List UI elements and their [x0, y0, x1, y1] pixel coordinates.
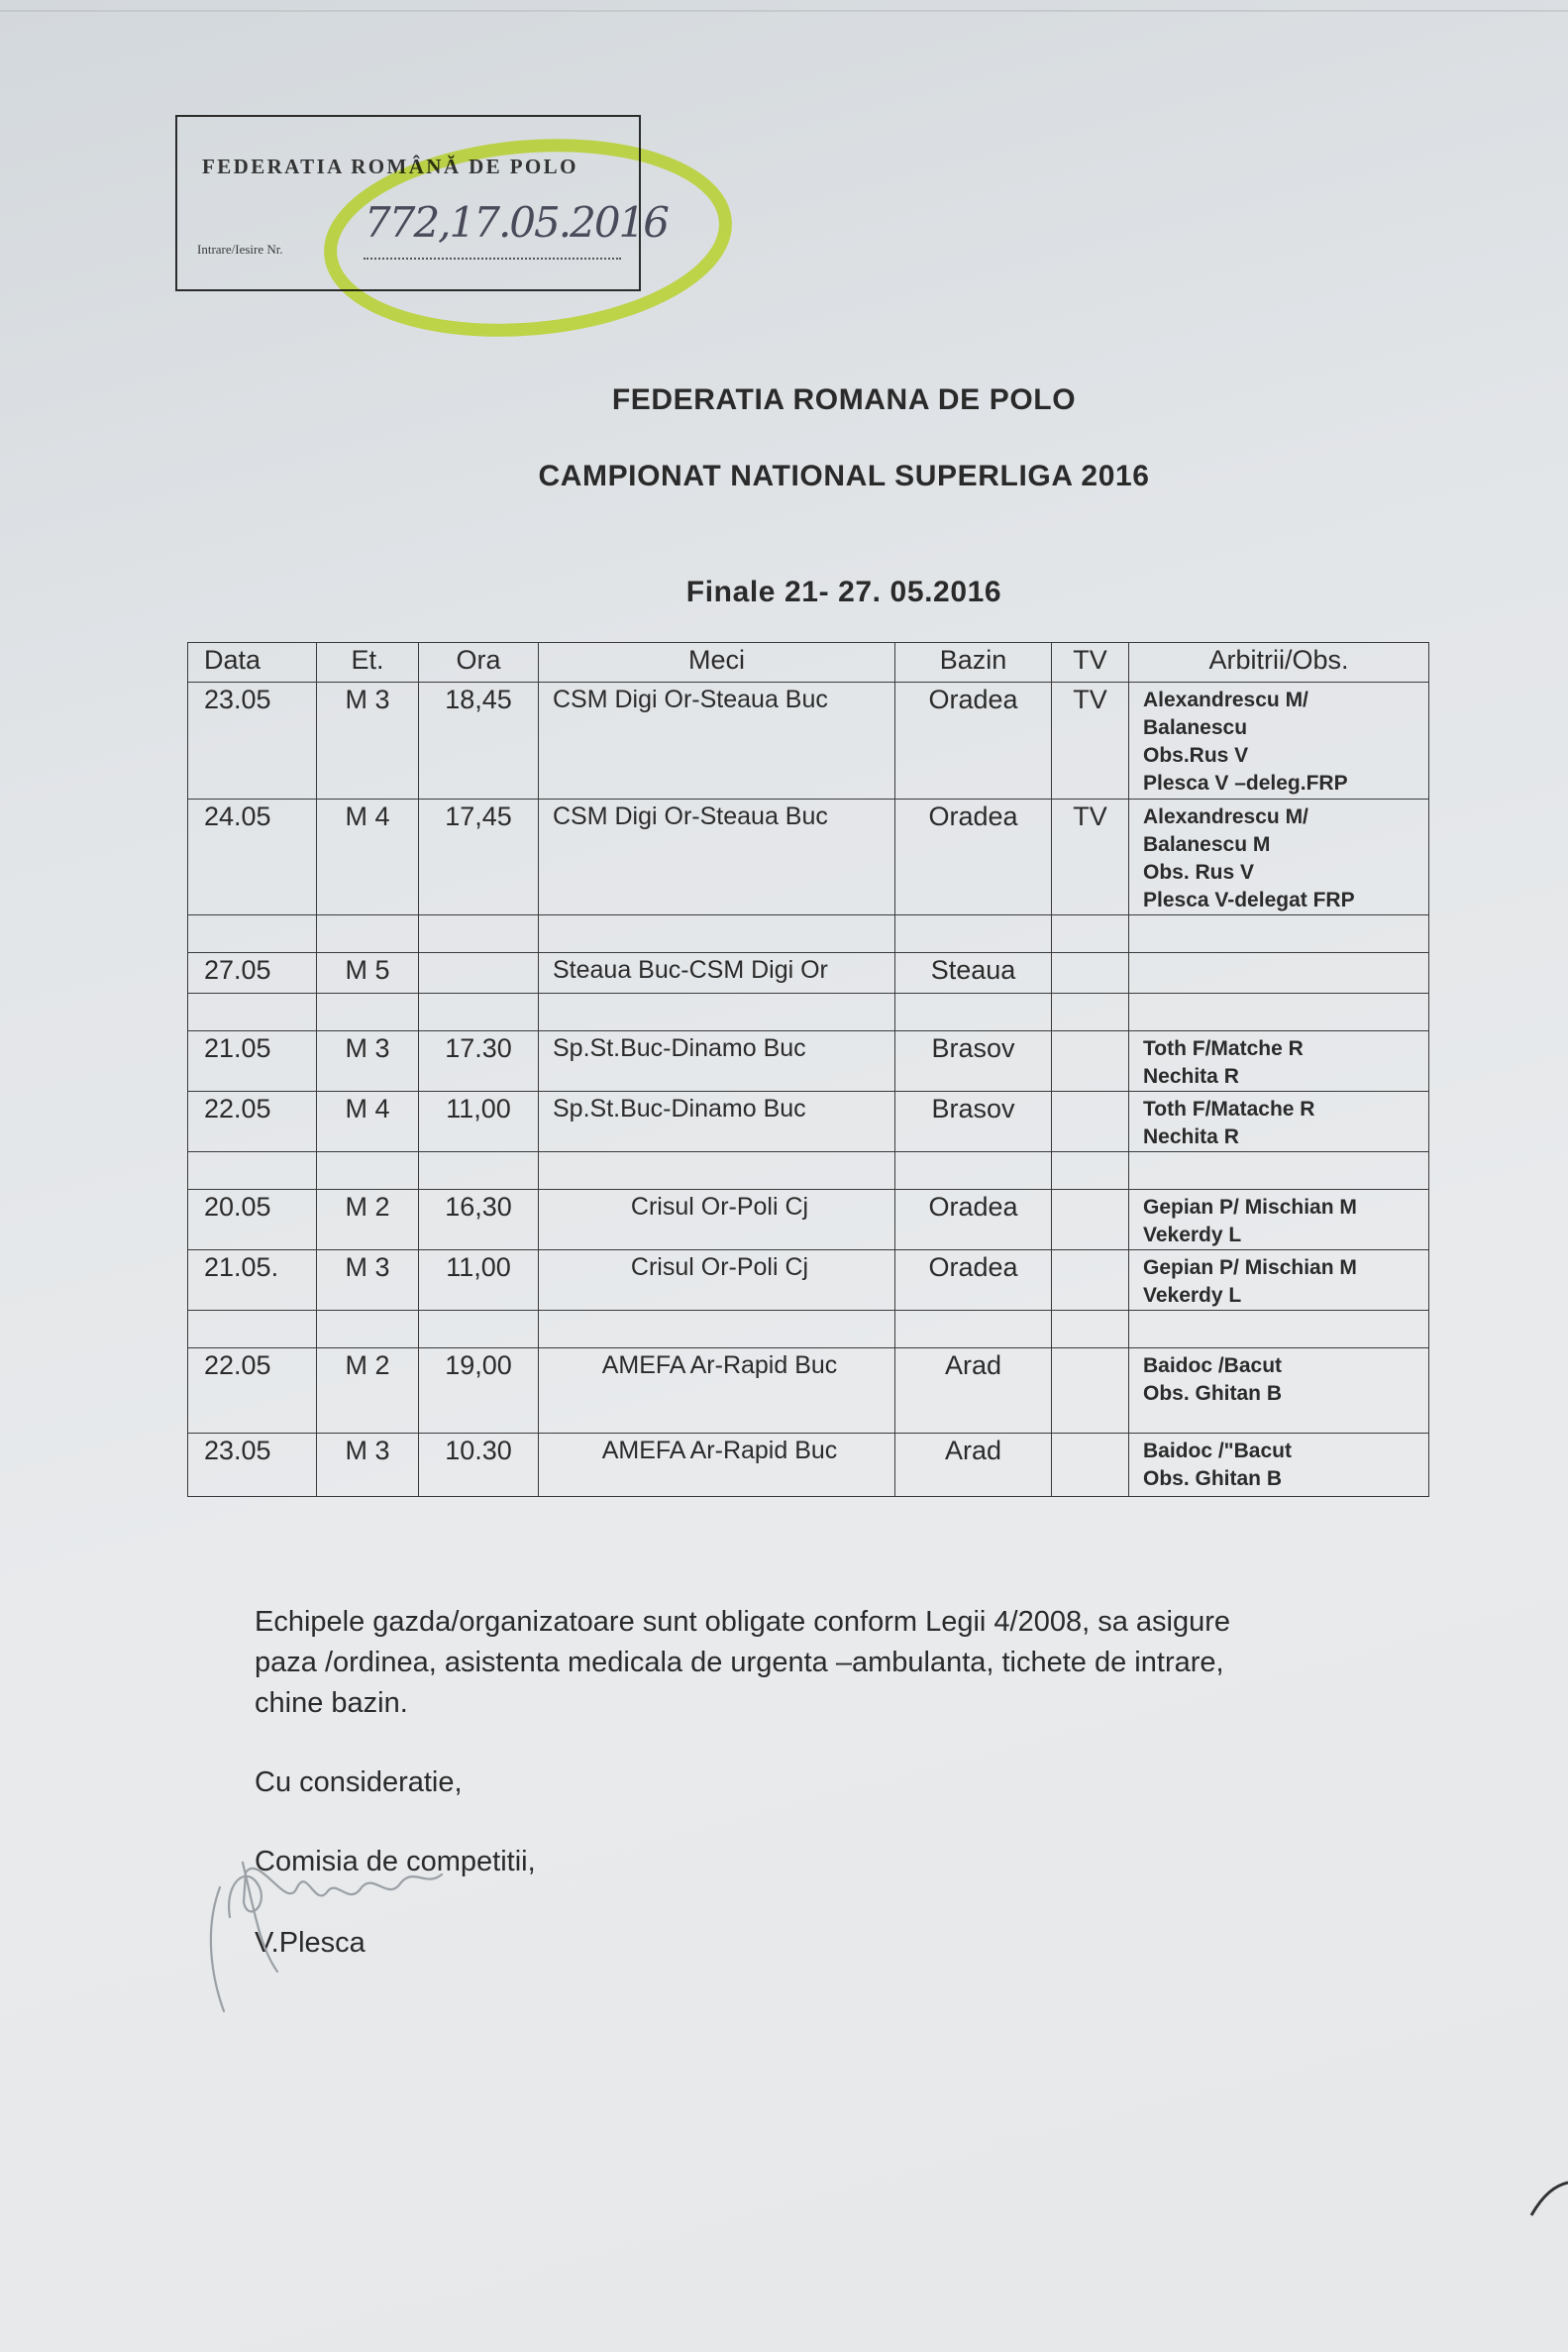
pool-cell: Oradea	[895, 683, 1052, 800]
pool-cell: Oradea	[895, 1250, 1052, 1311]
official-line: Alexandrescu M/	[1143, 689, 1308, 711]
date-cell: 24.05	[188, 800, 317, 915]
schedule-body	[188, 683, 1429, 1497]
official-line: Nechita R	[1143, 1065, 1239, 1088]
stamp-organization: FEDERATIA ROMÂNĂ DE POLO	[202, 155, 578, 178]
column-header-date: Data	[188, 643, 317, 683]
pool-cell: Oradea	[895, 1190, 1052, 1250]
official-line: Baidoc /"Bacut	[1143, 1440, 1292, 1462]
stamp-register-number: 772,17.05.2016	[365, 198, 668, 247]
match-cell: Crisul Or-Poli Cj	[539, 1250, 895, 1311]
date-cell	[188, 994, 317, 1031]
tv-cell	[1052, 953, 1129, 994]
official-line: Gepian P/ Mischian M	[1143, 1196, 1357, 1219]
officials-cell	[1129, 1348, 1429, 1434]
officials-cell	[1129, 994, 1429, 1031]
officials-cell	[1129, 1031, 1429, 1092]
pool-cell: Brasov	[895, 1031, 1052, 1092]
official-line: Nechita R	[1143, 1125, 1239, 1148]
column-header-pool: Bazin	[895, 643, 1052, 683]
date-cell	[188, 1152, 317, 1190]
table-row	[188, 1434, 1429, 1497]
schedule-table	[187, 642, 1429, 1497]
time-cell	[419, 1311, 539, 1348]
tv-cell	[1052, 915, 1129, 953]
date-cell: 23.05	[188, 1434, 317, 1497]
table-row	[188, 994, 1429, 1031]
date-cell: 23.05	[188, 683, 317, 800]
round-cell: M 3	[317, 683, 419, 800]
tv-cell: TV	[1052, 683, 1129, 800]
pool-cell	[895, 1152, 1052, 1190]
match-cell: AMEFA Ar-Rapid Buc	[539, 1348, 895, 1434]
column-header-officials: Arbitrii/Obs.	[1129, 643, 1429, 683]
official-line: Obs. Ghitan B	[1143, 1467, 1283, 1490]
pool-cell	[895, 915, 1052, 953]
date-cell	[188, 1311, 317, 1348]
official-line: Alexandrescu M/	[1143, 805, 1308, 828]
table-row	[188, 1092, 1429, 1152]
match-cell	[539, 994, 895, 1031]
round-cell	[317, 915, 419, 953]
official-line: Gepian P/ Mischian M	[1143, 1256, 1357, 1279]
notice-line: paza /ordinea, asistenta medicala de urgenta –ambulanta, tichete de intrare,	[255, 1647, 1224, 1678]
closing-signatory: V.Plesca	[255, 1927, 366, 1959]
match-cell: AMEFA Ar-Rapid Buc	[539, 1434, 895, 1497]
officials-cell	[1129, 1434, 1429, 1497]
schedule-header	[188, 643, 1429, 683]
time-cell: 17.30	[419, 1031, 539, 1092]
column-header-time: Ora	[419, 643, 539, 683]
match-cell	[539, 1311, 895, 1348]
match-cell: Steaua Buc-CSM Digi Or	[539, 953, 895, 994]
tv-cell	[1052, 994, 1129, 1031]
round-cell	[317, 1152, 419, 1190]
tv-cell	[1052, 1031, 1129, 1092]
table-row	[188, 1250, 1429, 1311]
stage-title: Finale 21- 27. 05.2016	[685, 576, 1002, 608]
stamp-underline	[364, 258, 621, 260]
date-cell: 21.05.	[188, 1250, 317, 1311]
date-cell: 22.05	[188, 1348, 317, 1434]
match-cell: CSM Digi Or-Steaua Buc	[539, 683, 895, 800]
time-cell: 17,45	[419, 800, 539, 915]
tv-cell	[1052, 1152, 1129, 1190]
tv-cell	[1052, 1348, 1129, 1434]
time-cell: 16,30	[419, 1190, 539, 1250]
pool-cell: Brasov	[895, 1092, 1052, 1152]
table-row	[188, 915, 1429, 953]
notice-line: chine bazin.	[255, 1687, 408, 1719]
round-cell: M 2	[317, 1190, 419, 1250]
table-row	[188, 683, 1429, 800]
round-cell: M 3	[317, 1031, 419, 1092]
officials-cell	[1129, 800, 1429, 915]
pool-cell	[895, 1311, 1052, 1348]
time-cell	[419, 915, 539, 953]
table-row	[188, 1190, 1429, 1250]
officials-cell	[1129, 1311, 1429, 1348]
table-row	[188, 1348, 1429, 1434]
official-line: Obs. Ghitan B	[1143, 1382, 1283, 1405]
official-line: Vekerdy L	[1143, 1224, 1242, 1246]
officials-cell	[1129, 1152, 1429, 1190]
time-cell	[419, 994, 539, 1031]
stamp-register-label: Intrare/Iesire Nr.	[197, 242, 283, 257]
official-line: Obs. Rus V	[1143, 861, 1255, 884]
tv-cell	[1052, 1092, 1129, 1152]
official-line: Balanescu M	[1143, 833, 1271, 856]
round-cell: M 2	[317, 1348, 419, 1434]
paper-edge	[0, 10, 1568, 12]
round-cell: M 3	[317, 1434, 419, 1497]
match-cell: Crisul Or-Poli Cj	[539, 1190, 895, 1250]
time-cell: 11,00	[419, 1092, 539, 1152]
official-line: Vekerdy L	[1143, 1284, 1242, 1307]
table-row	[188, 953, 1429, 994]
pool-cell	[895, 994, 1052, 1031]
closing-greeting: Cu consideratie,	[255, 1766, 463, 1798]
date-cell: 22.05	[188, 1092, 317, 1152]
officials-cell	[1129, 1092, 1429, 1152]
pool-cell: Steaua	[895, 953, 1052, 994]
date-cell: 20.05	[188, 1190, 317, 1250]
signature-stroke	[211, 1887, 224, 2011]
time-cell	[419, 1152, 539, 1190]
tv-cell	[1052, 1250, 1129, 1311]
official-line: Obs.Rus V	[1143, 744, 1249, 767]
official-line: Plesca V-delegat FRP	[1143, 889, 1355, 911]
officials-cell	[1129, 1190, 1429, 1250]
time-cell	[419, 953, 539, 994]
match-cell: CSM Digi Or-Steaua Buc	[539, 800, 895, 915]
round-cell	[317, 1311, 419, 1348]
date-cell: 21.05	[188, 1031, 317, 1092]
round-cell	[317, 994, 419, 1031]
championship-title: CAMPIONAT NATIONAL SUPERLIGA 2016	[538, 460, 1150, 492]
time-cell: 18,45	[419, 683, 539, 800]
official-line: Balanescu	[1143, 716, 1248, 739]
match-cell	[539, 915, 895, 953]
table-row	[188, 1311, 1429, 1348]
officials-cell	[1129, 1250, 1429, 1311]
match-cell	[539, 1152, 895, 1190]
tv-cell	[1052, 1311, 1129, 1348]
date-cell	[188, 915, 317, 953]
officials-cell	[1129, 915, 1429, 953]
column-header-match: Meci	[539, 643, 895, 683]
table-row	[188, 1152, 1429, 1190]
match-cell: Sp.St.Buc-Dinamo Buc	[539, 1092, 895, 1152]
column-header-round: Et.	[317, 643, 419, 683]
table-row	[188, 800, 1429, 915]
tv-cell	[1052, 1434, 1129, 1497]
column-header-tv: TV	[1052, 643, 1129, 683]
pool-cell: Arad	[895, 1434, 1052, 1497]
official-line: Toth F/Matache R	[1143, 1098, 1315, 1121]
tv-cell: TV	[1052, 800, 1129, 915]
pool-cell: Oradea	[895, 800, 1052, 915]
tv-cell	[1052, 1190, 1129, 1250]
round-cell: M 4	[317, 800, 419, 915]
official-line: Plesca V –deleg.FRP	[1143, 772, 1348, 795]
page-curl	[1531, 2183, 1568, 2215]
official-line: Toth F/Matche R	[1143, 1037, 1304, 1060]
table-row	[188, 1031, 1429, 1092]
pool-cell: Arad	[895, 1348, 1052, 1434]
date-cell: 27.05	[188, 953, 317, 994]
time-cell: 11,00	[419, 1250, 539, 1311]
round-cell: M 5	[317, 953, 419, 994]
round-cell: M 4	[317, 1092, 419, 1152]
time-cell: 19,00	[419, 1348, 539, 1434]
round-cell: M 3	[317, 1250, 419, 1311]
federation-title: FEDERATIA ROMANA DE POLO	[611, 383, 1077, 416]
officials-cell	[1129, 683, 1429, 800]
closing-committee: Comisia de competitii,	[255, 1846, 536, 1877]
time-cell: 10.30	[419, 1434, 539, 1497]
notice-line: Echipele gazda/organizatoare sunt obligate conform Legii 4/2008, sa asigure	[255, 1606, 1231, 1638]
header-row	[188, 643, 1429, 683]
notice-paragraph	[255, 1602, 1230, 1724]
match-cell: Sp.St.Buc-Dinamo Buc	[539, 1031, 895, 1092]
officials-cell	[1129, 953, 1429, 994]
official-line: Baidoc /Bacut	[1143, 1354, 1283, 1377]
